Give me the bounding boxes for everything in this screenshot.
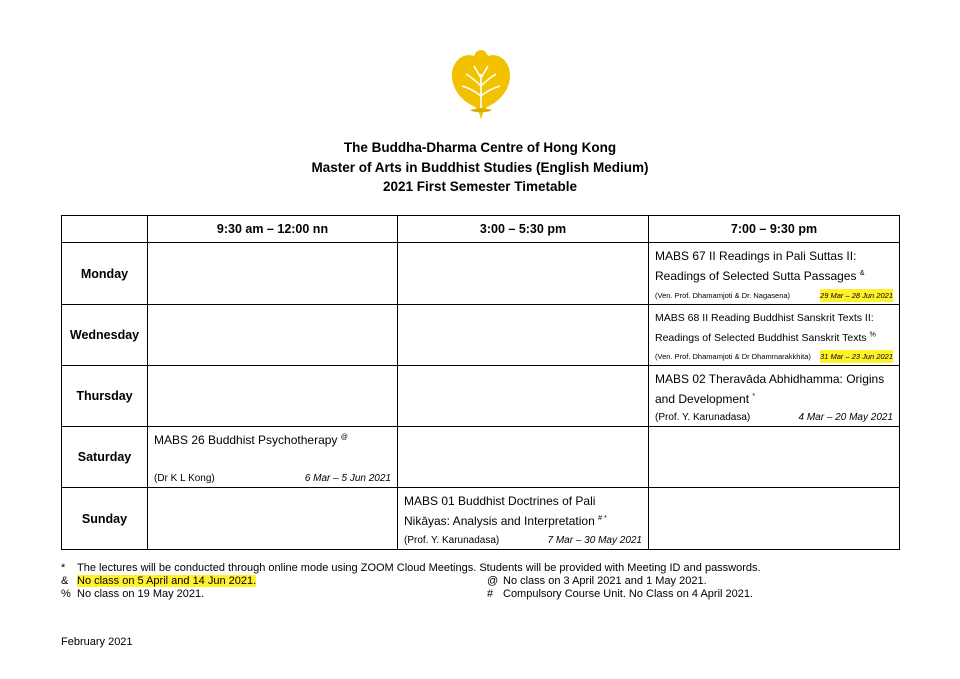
course-line-text: MABS 26 Buddhist Psychotherapy: [154, 433, 338, 447]
date-range: 7 Mar – 30 May 2021: [547, 535, 642, 546]
day-saturday: Saturday: [62, 427, 148, 488]
note-online: [61, 562, 761, 575]
note-symbol: #: [487, 588, 494, 600]
row-wednesday: [62, 305, 900, 366]
lecturer: (Ven. Prof. Dhamamjoti & Dr Dhammarakkhita): [655, 352, 811, 361]
note-text: The lectures will be conducted through online mode using ZOOM Cloud Meetings. Students will be provided with Meeting ID and passwords.: [77, 562, 761, 574]
semester-title: 2021 First Semester Timetable: [382, 179, 578, 194]
note-symbol: %: [61, 588, 71, 600]
day-thursday: Thursday: [62, 366, 148, 427]
note-mark: %: [869, 331, 876, 339]
note-symbol: *: [61, 562, 66, 574]
course-line: [154, 430, 391, 450]
date-range: 29 Mar – 28 Jun 2021: [820, 291, 893, 300]
program-title: Master of Arts in Buddhist Studies (English Medium): [311, 159, 649, 175]
note-hash: [487, 588, 753, 601]
course-line: [655, 389, 893, 409]
note-mark: # *: [598, 515, 607, 522]
course-line: [655, 266, 893, 286]
row-sunday: [62, 488, 900, 550]
row-thursday: [62, 366, 900, 427]
org-title: The Buddha-Dharma Centre of Hong Kong: [343, 140, 617, 155]
saturday-morning-cell: [148, 427, 398, 488]
saturday-afternoon-cell: [398, 427, 649, 488]
row-saturday: [62, 427, 900, 488]
note-mark: &: [859, 270, 865, 277]
note-symbol: @: [487, 575, 499, 587]
date-range: 4 Mar – 20 May 2021: [798, 412, 893, 423]
note-pct: [61, 588, 204, 601]
course-line-text: Readings of Selected Sutta Passages: [655, 269, 857, 283]
note-amp: [61, 575, 256, 588]
lecturer: (Prof. Y. Karunadasa): [404, 535, 500, 546]
course-line-text: and Development: [655, 392, 750, 406]
course-line: MABS 01 Buddhist Doctrines of Pali: [404, 494, 596, 508]
saturday-evening-cell: [649, 427, 900, 488]
col-afternoon: 3:00 – 5:30 pm: [398, 216, 649, 243]
lecturer: (Prof. Y. Karunadasa): [655, 412, 751, 423]
sunday-evening-cell: [649, 488, 900, 550]
thursday-evening-cell: [649, 366, 900, 427]
wednesday-afternoon-cell: [398, 305, 649, 366]
timetable: [61, 215, 900, 550]
sunday-afternoon-cell: [398, 488, 649, 550]
note-mark: @: [340, 434, 348, 441]
note-text: No class on 19 May 2021.: [77, 588, 205, 600]
note-at: [487, 575, 707, 588]
note-symbol: &: [61, 575, 69, 587]
lecturer: (Dr K L Kong): [154, 473, 215, 484]
note-mark: *: [752, 393, 756, 400]
course-line-text: Readings of Selected Buddhist Sanskrit Texts: [655, 332, 867, 344]
note-text: Compulsory Course Unit. No Class on 4 April 2021.: [503, 588, 754, 600]
thursday-morning-cell: [148, 366, 398, 427]
footer-date: February 2021: [61, 636, 133, 648]
day-sunday: Sunday: [62, 488, 148, 550]
note-text: No class on 5 April and 14 Jun 2021.: [77, 575, 257, 587]
monday-afternoon-cell: [398, 243, 649, 305]
date-range: 6 Mar – 5 Jun 2021: [304, 473, 391, 484]
monday-evening-cell: [649, 243, 900, 305]
course-line-text: Nikāyas: Analysis and Interpretation: [404, 514, 595, 528]
day-wednesday: Wednesday: [62, 305, 148, 366]
col-evening: 7:00 – 9:30 pm: [649, 216, 900, 243]
thursday-afternoon-cell: [398, 366, 649, 427]
header-row: [62, 216, 900, 243]
sunday-morning-cell: [148, 488, 398, 550]
row-monday: [62, 243, 900, 305]
monday-morning-cell: [148, 243, 398, 305]
note-text: No class on 3 April 2021 and 1 May 2021.: [503, 575, 707, 587]
document-header: [0, 138, 960, 197]
day-monday: Monday: [62, 243, 148, 305]
bodhi-leaf-logo: [450, 44, 512, 122]
course-line: MABS 02 Theravāda Abhidhamma: Origins: [655, 372, 885, 386]
course-line: MABS 68 II Reading Buddhist Sanskrit Texts II:: [655, 312, 874, 324]
course-line: MABS 67 II Readings in Pali Suttas II:: [655, 249, 857, 263]
footnotes: [61, 562, 901, 601]
col-morning: 9:30 am – 12:00 nn: [148, 216, 398, 243]
course-line: [655, 328, 893, 348]
wednesday-morning-cell: [148, 305, 398, 366]
lecturer: (Ven. Prof. Dhamamjoti & Dr. Nagasena): [655, 291, 791, 300]
date-range: 31 Mar – 23 Jun 2021: [820, 352, 893, 361]
wednesday-evening-cell: [649, 305, 900, 366]
course-line: [404, 511, 642, 531]
corner-cell: [62, 216, 148, 243]
